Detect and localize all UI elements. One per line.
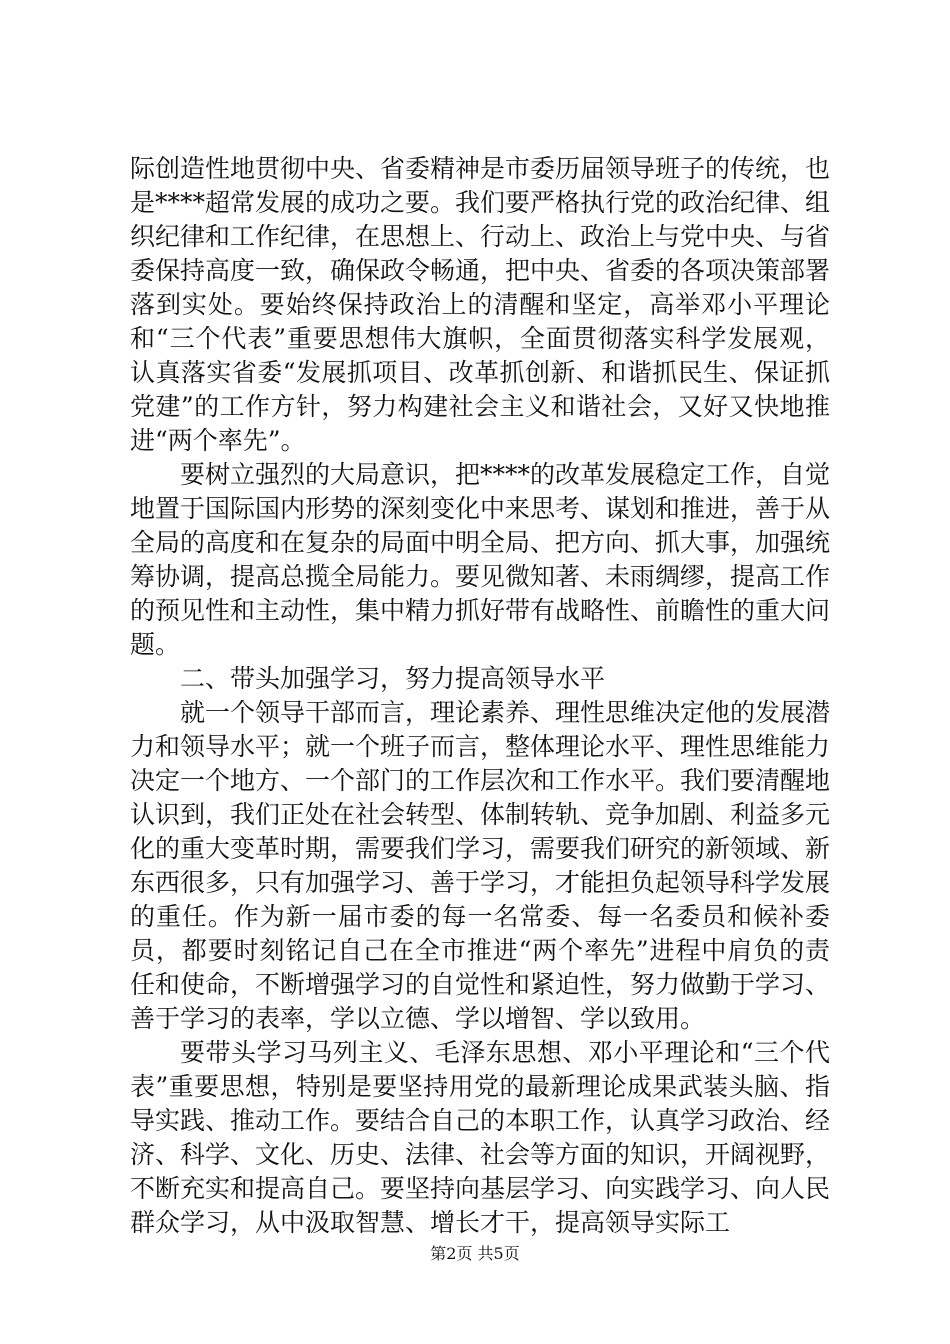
section-heading: 二、带头加强学习，努力提高领导水平 [180,664,606,693]
paragraph-theory-study: 要带头学习马列主义、毛泽东思想、邓小平理论和“三个代表”重要思想，特别是要坚持用党的最新理论成果武装头脑、指导实践、推动工作。要结合自己的本职工作，认真学习政治、经济、科学、文化、历史、法律、社会等方面的知识，开阔视野，不断充实和提高自己。要坚持向基层学习、向实践学习、向人民群众学习，从中汲取智慧、增长才干，提高领导实际工 [130,1038,831,1237]
paragraph-overall-situation: 要树立强烈的大局意识，把****的改革发展稳定工作，自觉地置于国际国内形势的深刻变化中来思考、谋划和推进，善于从全局的高度和在复杂的局面中明全局、把方向、抓大事，加强统筹协调，提高总揽全局能力。要见微知著、未雨绸缪，提高工作的预见性和主动性，集中精力抓好带有战略性、前瞻性的重大问题。 [130,460,831,659]
document-body [130,152,830,1240]
paragraph-learning: 就一个领导干部而言，理论素养、理性思维决定他的发展潜力和领导水平；就一个班子而言，整体理论水平、理性思维能力决定一个地方、一个部门的工作层次和工作水平。我们要清醒地认识到，我们正处在社会转型、体制转轨、竞争加剧、利益多元化的重大变革时期，需要我们学习，需要我们研究的新领域、新东西很多，只有加强学习、善于学习，才能担负起领导科学发展的重任。作为新一届市委的每一名常委、每一名委员和候补委员，都要时刻铭记自己在全市推进“两个率先”进程中肩负的责任和使命，不断增强学习的自觉性和紧迫性，努力做勤于学习、善于学习的表率，学以立德、学以增智、学以致用。 [130,698,831,1033]
paragraph-continuation: 际创造性地贯彻中央、省委精神是市委历届领导班子的传统，也是****超常发展的成功之要。我们要严格执行党的政治纪律、组织纪律和工作纪律，在思想上、行动上、政治上与党中央、与省委保持高度一致，确保政令畅通，把中央、省委的各项决策部署落到实处。要始终保持政治上的清醒和坚定，高举邓小平理论和“三个代表”重要思想伟大旗帜，全面贯彻落实科学发展观，认真落实省委“发展抓项目、改革抓创新、和谐抓民生、保证抓党建”的工作方针，努力构建社会主义和谐社会，又好又快地推进“两个率先”。 [130,154,831,455]
page-footer: 第2页 共5页 [430,1244,520,1263]
